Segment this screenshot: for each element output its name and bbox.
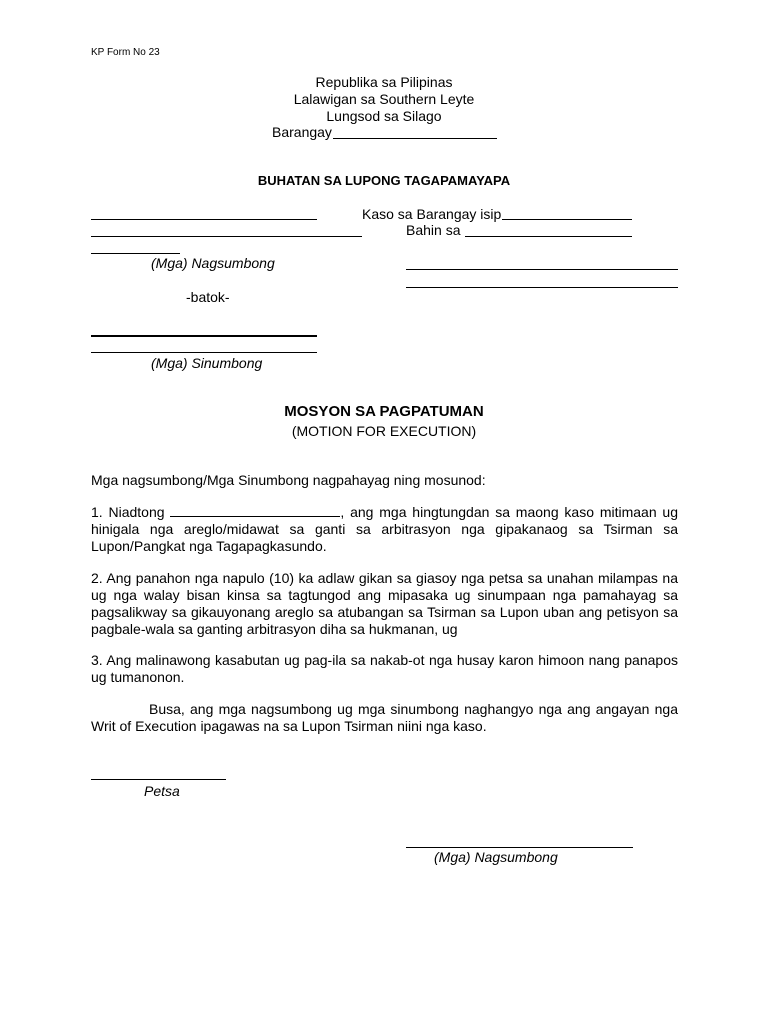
motion-title: MOSYON SA PAGPATUMAN	[284, 403, 484, 420]
case-for-label: Bahin sa	[406, 222, 461, 238]
header-province: Lalawigan sa Southern Leyte	[293, 91, 475, 107]
item-1-prefix: 1. Niadtong	[91, 504, 165, 520]
motion-subtitle: (MOTION FOR EXECUTION)	[291, 423, 477, 439]
item-1-text: , ang mga hingtungdan sa maong kaso mitimaan ug hinigala nga areglo/midawat sa ganti sa arbitrasyon nga gipakanaog sa Tsirman sa Lupon/Pangkat nga Tagapagkasundo.	[91, 504, 679, 554]
conclusion: Busa, ang mga nagsumbong ug mga sinumbong naghangyo nga ang angayan nga Writ of Execution ipagawas na sa Lupon Tsirman niini nga kaso.	[91, 701, 678, 734]
item-3: 3. Ang malinawong kasabutan ug pag-ila sa nakab-ot nga husay karon himoon nang panapos ug tumanonon.	[91, 652, 678, 685]
complainant-name-line-3[interactable]	[91, 253, 180, 254]
case-subject-line-1[interactable]	[406, 269, 678, 270]
case-subject-line-2[interactable]	[406, 287, 678, 288]
against-label: -batok-	[186, 289, 230, 305]
complainant-signature-line[interactable]	[406, 847, 633, 848]
respondent-name-line-1[interactable]	[91, 335, 317, 337]
form-number: KP Form No 23	[91, 47, 160, 58]
item-1	[91, 504, 678, 555]
complainant-signature-label: (Mga) Nagsumbong	[434, 849, 558, 865]
case-for-blank[interactable]	[465, 236, 632, 237]
complainant-name-line-2[interactable]	[91, 236, 362, 237]
case-number-blank[interactable]	[502, 219, 632, 220]
date-label: Petsa	[144, 783, 180, 799]
barangay-label: Barangay	[272, 124, 332, 140]
case-number-label: Kaso sa Barangay isip	[362, 206, 502, 222]
header-republic: Republika sa Pilipinas	[315, 74, 453, 90]
respondents-label: (Mga) Sinumbong	[151, 355, 263, 371]
complainants-label: (Mga) Nagsumbong	[151, 255, 275, 271]
body-intro: Mga nagsumbong/Mga Sinumbong nagpahayag ning mosunod:	[91, 472, 486, 488]
complainant-name-line-1[interactable]	[91, 219, 317, 220]
office-title: BUHATAN SA LUPONG TAGAPAMAYAPA	[257, 173, 511, 188]
item-2: 2. Ang panahon nga napulo (10) ka adlaw gikan sa giasoy nga petsa sa unahan milampas na ug nga walay bisan kinsa sa tagtungod ang mipasaka ug sinumpaan nga pamahayag sa pagsalikway sa gikauyonang areglo sa atubangan sa Tsirman sa Lupon uban ang petisyon sa pagbale-wala sa ganting arbitrasyon diha sa hukmanan, ug	[91, 570, 678, 637]
item-1-date-blank[interactable]	[170, 504, 340, 517]
date-line[interactable]	[91, 779, 226, 780]
barangay-blank[interactable]	[333, 138, 497, 139]
respondent-name-line-2[interactable]	[91, 352, 317, 353]
header-city: Lungsod sa Silago	[326, 108, 442, 124]
